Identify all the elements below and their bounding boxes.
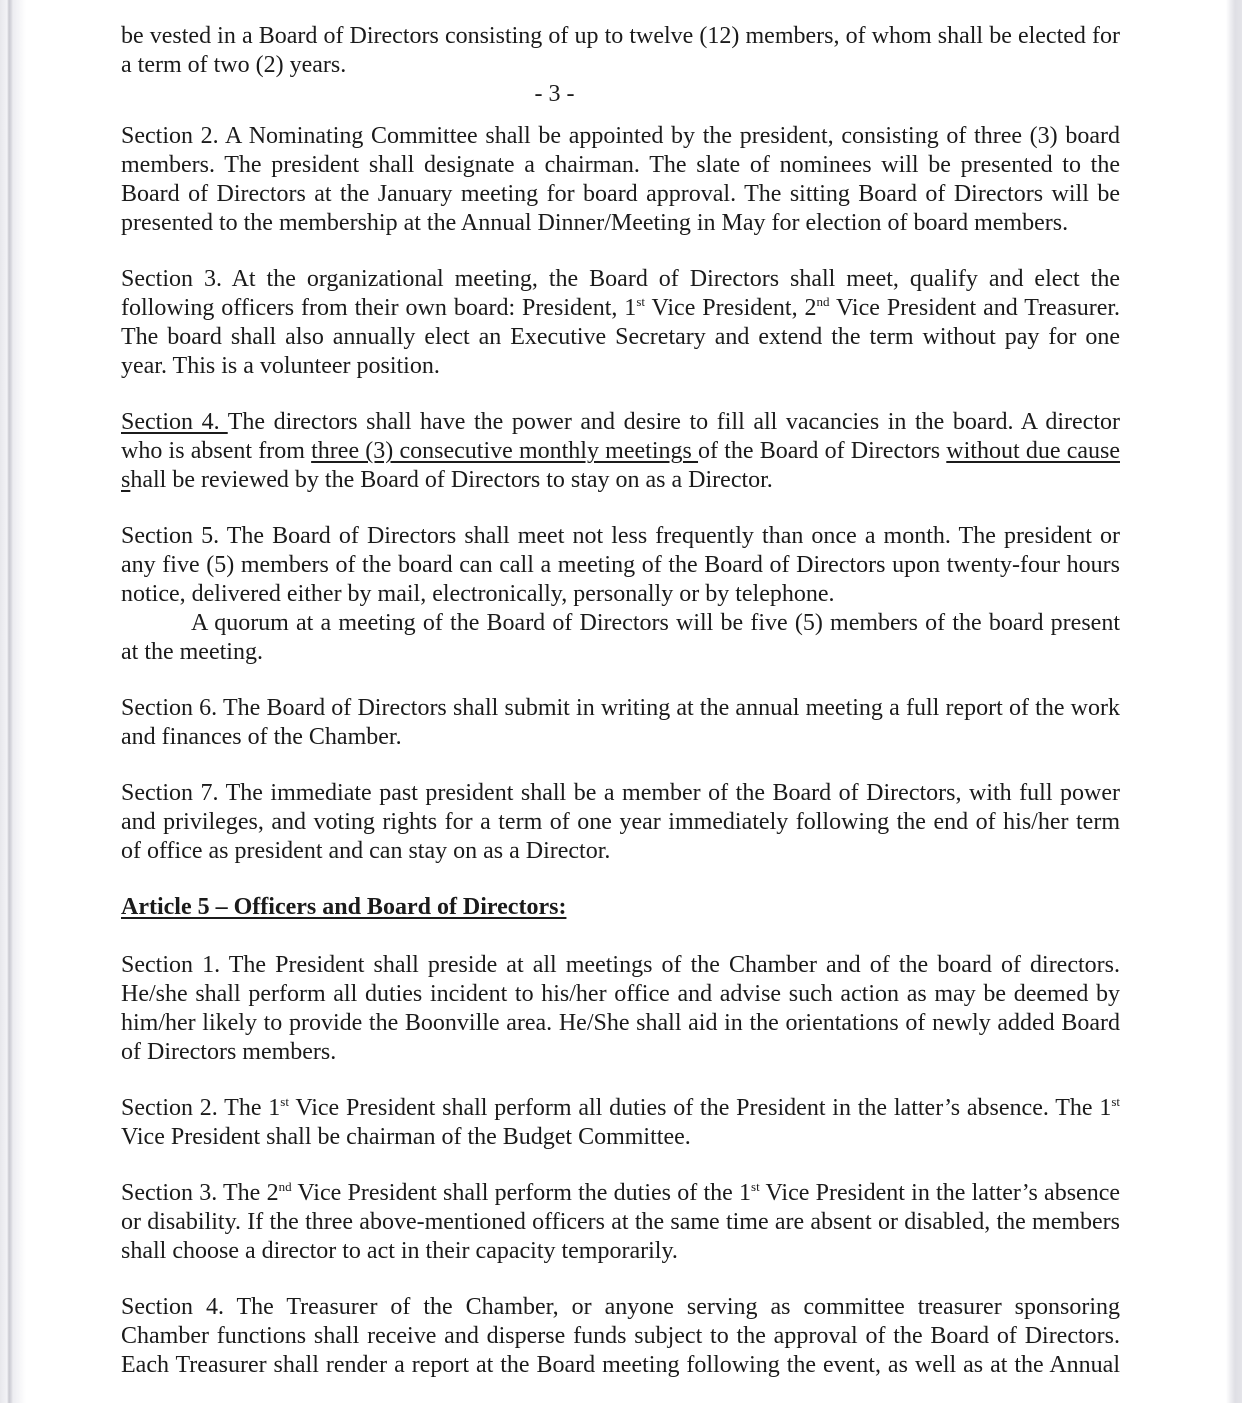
article4-quorum-paragraph: A quorum at a meeting of the Board of Directors will be five (5) members of the board present at the meeting. [121,610,1120,665]
article5-section3-paragraph: Section 3. The 2nd Vice President shall perform the duties of the 1st Vice President in the latter’s absence or disability. If the three above-mentioned officers at the same time are absent or disabled, the members shall choose a director to act in their capacity temporarily. [121,1179,1120,1264]
article5-section1-paragraph: Section 1. The President shall preside at all meetings of the Chamber and of the board of directors. He/she shall perform all duties incident to his/her office and advise such action as may be deemed by him/her likely to provide the Boonville area. He/She shall aid in the orientations of newly added Board of Directors members. [121,952,1120,1065]
article4-section5-paragraph: Section 5. The Board of Directors shall meet not less frequently than once a month. The president or any five (5) members of the board can call a meeting of the Board of Directors upon twenty-four hours notice, delivered either by mail, electronically, personally or by telephone. [121,523,1120,607]
page-number: - 3 - [534,81,575,107]
article4-section4-paragraph: Section 4. The directors shall have the power and desire to fill all vacancies in the board. A director who is absent from three (3) consecutive monthly meetings of the Board of Directors without due cause shall be reviewed by the Board of Directors to stay on as a Director. [121,409,1120,493]
article5-section4-paragraph: Section 4. The Treasurer of the Chamber, or anyone serving as committee treasurer sponsoring Chamber functions shall receive and disperse funds subject to the approval of the Board of Directors. Each Treasurer shall render a report at the Board meeting following the event, as well as at the Annual [121,1294,1120,1378]
intro-continuation-paragraph: be vested in a Board of Directors consisting of up to twelve (12) members, of whom shall be elected for a term of two (2) years. [121,23,1120,78]
page-right-edge-shadow [1226,0,1242,1403]
article4-section7-paragraph: Section 7. The immediate past president shall be a member of the Board of Directors, with full power and privileges, and voting rights for a term of one year immediately following the end of his/her term of office as president and can stay on as a Director. [121,780,1120,864]
article4-section6-paragraph: Section 6. The Board of Directors shall submit in writing at the annual meeting a full report of the work and finances of the Chamber. [121,695,1120,750]
article4-section2-paragraph: Section 2. A Nominating Committee shall be appointed by the president, consisting of three (3) board members. The president shall designate a chairman. The slate of nominees will be presented to the Board of Directors at the January meeting for board approval. The sitting Board of Directors will be presented to the membership at the Annual Dinner/Meeting in May for election of board members. [121,123,1120,236]
page-left-edge-shadow [0,0,26,1403]
article5-heading: Article 5 – Officers and Board of Directors: [121,894,567,920]
article5-section2-paragraph: Section 2. The 1st Vice President shall perform all duties of the President in the latter’s absence. The 1st Vice President shall be chairman of the Budget Committee. [121,1094,1120,1150]
article4-section3-paragraph: Section 3. At the organizational meeting, the Board of Directors shall meet, qualify and elect the following officers from their own board: President, 1st Vice President, 2nd Vice President and Treasurer. The board shall also annually elect an Executive Secretary and extend the term without pay for one year. This is a volunteer position. [121,266,1121,379]
